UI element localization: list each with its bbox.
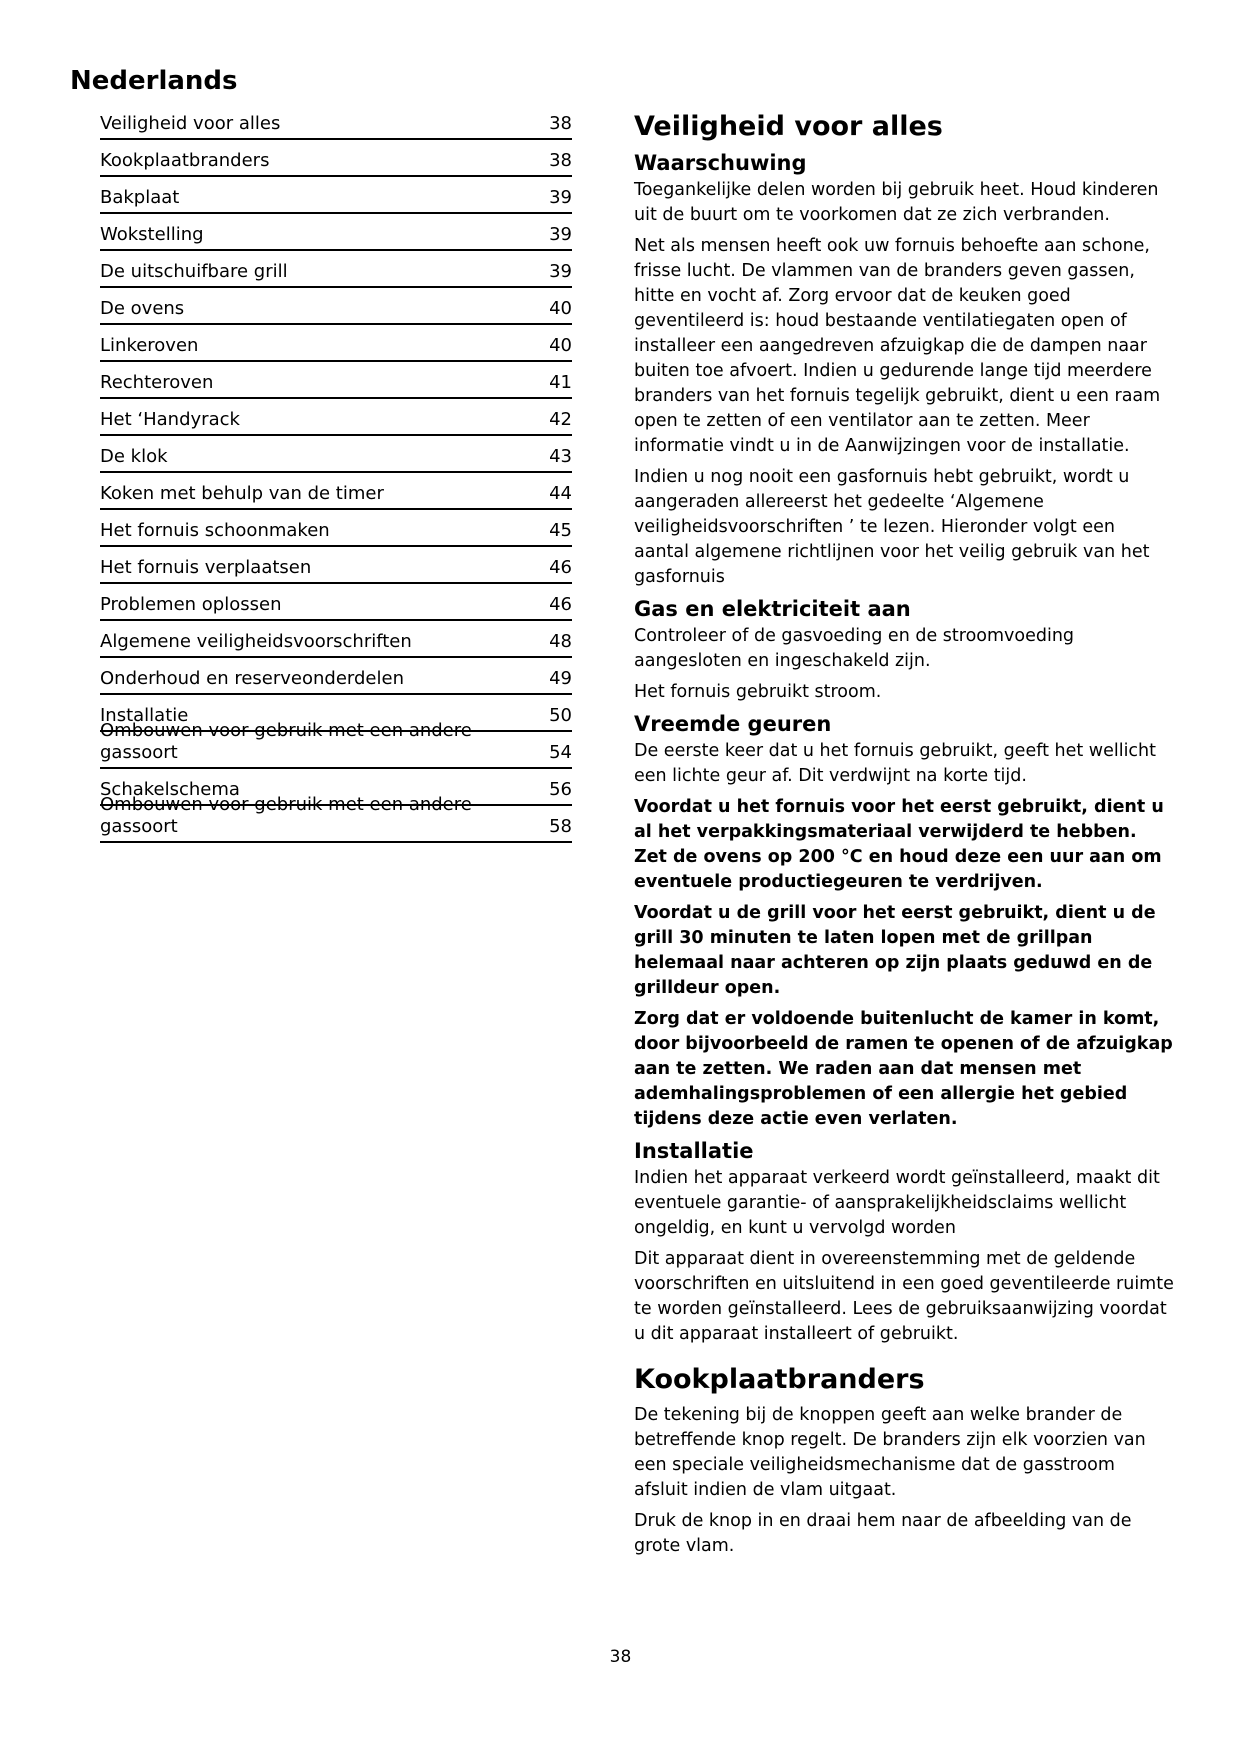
toc-entry[interactable] [100,147,572,177]
toc-entry[interactable] [100,110,572,140]
paragraph: Net als mensen heeft ook uw fornuis behoefte aan schone, frisse lucht. De vlammen van de branders geven gassen, hitte en vocht af. Zorg ervoor dat de keuken goed geventileerd is: houd bestaande ventilatiegaten open of installeer een aangedreven afzuigkap die de dampen naar buiten toe afvoert. Indien u gedurende lange tijd meerdere branders van het fornuis tegelijk gebruikt, dient u een raam open te zetten of een ventilator aan te zetten. Meer informatie vindt u in de Aanwijzingen voor de installatie. [634,236,1161,456]
toc-entry[interactable] [100,295,572,325]
bold-paragraph: Zorg dat er voldoende buitenlucht de kamer in komt, door bijvoorbeeld de ramen te openen of de afzuigkap aan te zetten. We raden aan dat mensen met ademhalingsproblemen of een allergie het gebied tijdens deze actie even verlaten. [634,1009,1173,1129]
toc-entry-label: Rechteroven [100,372,214,393]
paragraph: Indien het apparaat verkeerd wordt geïnstalleerd, maakt dit eventuele garantie- of aansprakelijkheidsclaims wellicht ongeldig, en kunt u vervolgd worden [634,1168,1160,1238]
toc-entry-label: Kookplaatbranders [100,150,270,171]
toc-entry-label: Ombouwen voor gebruik met een andere gassoort [100,720,472,763]
toc-entry-page: 58 [549,816,572,837]
toc-entry-label: Het fornuis schoonmaken [100,520,330,541]
toc-entry[interactable] [100,554,572,584]
toc-entry-label: Het ‘Handyrack [100,409,240,430]
toc-entry-page: 38 [549,113,572,134]
paragraph: Toegankelijke delen worden bij gebruik heet. Houd kinderen uit de buurt om te voorkomen dat ze zich verbranden. [634,180,1159,225]
toc-entry[interactable] [100,591,572,621]
toc-entry-page: 39 [549,261,572,282]
toc-entry-label: Problemen oplossen [100,594,282,615]
toc-entry-page: 43 [549,446,572,467]
language-heading: Nederlands [70,66,238,96]
subheading-odours: Vreemde geuren [634,712,832,736]
toc-entry-label: Bakplaat [100,187,180,208]
toc-entry-label: Installatie [100,705,189,726]
toc-entry-label: Linkeroven [100,335,199,356]
toc-entry-label: Algemene veiligheidsvoorschriften [100,631,412,652]
toc-entry-page: 46 [549,557,572,578]
toc-entry-page: 46 [549,594,572,615]
toc-entry-label: Schakelschema [100,779,240,800]
toc-entry-page: 40 [549,335,572,356]
table-of-contents [100,110,572,850]
toc-entry[interactable] [100,369,572,399]
subheading-warning: Waarschuwing [634,151,807,175]
toc-entry[interactable] [100,221,572,251]
toc-entry-page: 48 [549,631,572,652]
toc-entry-page: 50 [549,705,572,726]
paragraph: Controleer of de gasvoeding en de stroomvoeding aangesloten en ingeschakeld zijn. [634,626,1075,671]
toc-entry[interactable] [100,720,572,769]
toc-entry-label: Veiligheid voor alles [100,113,281,134]
toc-entry[interactable] [100,332,572,362]
toc-entry[interactable] [100,665,572,695]
paragraph: De eerste keer dat u het fornuis gebruikt, geeft het wellicht een lichte geur af. Dit verdwijnt na korte tijd. [634,741,1157,786]
toc-entry-page: 40 [549,298,572,319]
toc-entry[interactable] [100,258,572,288]
toc-entry[interactable] [100,443,572,473]
bold-paragraph: Voordat u de grill voor het eerst gebruikt, dient u de grill 30 minuten te laten lopen met de grillpan helemaal naar achteren op zijn plaats geduwd en de grilldeur open. [634,903,1156,998]
toc-entry-page: 49 [549,668,572,689]
toc-entry-label: De klok [100,446,168,467]
toc-entry[interactable] [100,628,572,658]
toc-entry-page: 45 [549,520,572,541]
paragraph: Dit apparaat dient in overeenstemming met de geldende voorschriften en uitsluitend in een goed geventileerde ruimte te worden geïnstalleerd. Lees de gebruiksaanwijzing voordat u dit apparaat installeert of gebruikt. [634,1249,1174,1344]
toc-entry-label: De ovens [100,298,185,319]
section-title-safety: Veiligheid voor alles [634,111,943,142]
paragraph: Het fornuis gebruikt stroom. [634,682,882,702]
toc-entry[interactable] [100,794,572,843]
toc-entry-label: Wokstelling [100,224,204,245]
toc-entry-page: 38 [549,150,572,171]
toc-entry-label: Koken met behulp van de timer [100,483,384,504]
toc-entry[interactable] [100,480,572,510]
toc-entry-label: Het fornuis verplaatsen [100,557,312,578]
toc-entry[interactable] [100,184,572,214]
subheading-installation: Installatie [634,1139,754,1163]
bold-paragraph: Voordat u het fornuis voor het eerst gebruikt, dient u al het verpakkingsmateriaal verwijderd te hebben. Zet de ovens op 200 °C en houd deze een uur aan om eventuele productiegeuren te verdrijven. [634,797,1164,892]
toc-entry-page: 39 [549,224,572,245]
toc-entry-page: 42 [549,409,572,430]
page-number: 38 [609,1647,632,1667]
paragraph: De tekening bij de knoppen geeft aan welke brander de betreffende knop regelt. De branders zijn elk voorzien van een speciale veiligheidsmechanisme dat de gasstroom afsluit indien de vlam uitgaat. [634,1405,1146,1500]
toc-entry-label: Onderhoud en reserveonderdelen [100,668,404,689]
section-title-burners: Kookplaatbranders [634,1364,925,1395]
toc-entry-page: 56 [549,779,572,800]
subheading-gas-electricity: Gas en elektriciteit aan [634,597,911,621]
toc-entry-label: De uitschuifbare grill [100,261,288,282]
toc-entry-page: 39 [549,187,572,208]
toc-entry-label: Ombouwen voor gebruik met een andere gassoort [100,794,472,837]
paragraph: Indien u nog nooit een gasfornuis hebt gebruikt, wordt u aangeraden allereerst het gedeelte ‘Algemene veiligheidsvoorschriften ’ te lezen. Hieronder volgt een aantal algemene richtlijnen voor het veilig gebruik van het gasfornuis [634,467,1150,587]
paragraph: Druk de knop in en draai hem naar de afbeelding van de grote vlam. [634,1511,1132,1556]
main-content [634,110,1174,1565]
toc-entry[interactable] [100,406,572,436]
toc-entry-page: 54 [549,742,572,763]
toc-entry-page: 44 [549,483,572,504]
toc-entry-page: 41 [549,372,572,393]
toc-entry[interactable] [100,517,572,547]
